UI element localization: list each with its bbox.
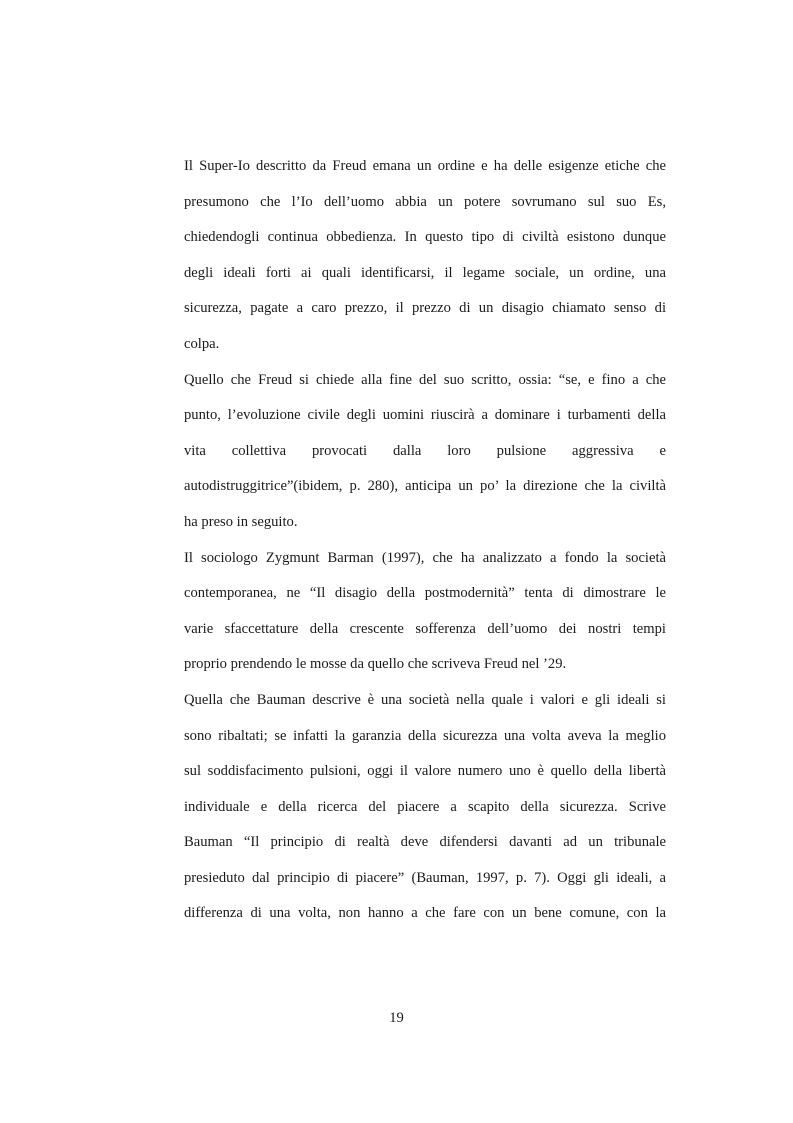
text-line: individuale e della ricerca del piacere a scapito della sicurezza. Scrive bbox=[184, 798, 666, 815]
text-line: chiedendogli continua obbedienza. In questo tipo di civiltà esistono dunque bbox=[184, 229, 666, 246]
page-number: 19 bbox=[389, 1010, 404, 1026]
text-line: Il Super-Io descritto da Freud emana un ordine e ha delle esigenze etiche che bbox=[184, 158, 666, 174]
text-line: proprio prendendo le mosse da quello che scriveva Freud nel ’29. bbox=[184, 656, 567, 673]
text-line: Il sociologo Zygmunt Barman (1997), che ha analizzato a fondo la società bbox=[184, 549, 666, 566]
text-line: sicurezza, pagate a caro prezzo, il prezzo di un disagio chiamato senso di bbox=[184, 300, 666, 317]
text-line: degli ideali forti ai quali identificarsi, il legame sociale, un ordine, una bbox=[184, 264, 666, 281]
text-line: contemporanea, ne “Il disagio della postmodernità” tenta di dimostrare le bbox=[184, 585, 666, 602]
body-text bbox=[184, 153, 666, 936]
text-line: autodistruggitrice”(ibidem, p. 280), anticipa un po’ la direzione che la civiltà bbox=[184, 478, 666, 495]
text-line: punto, l’evoluzione civile degli uomini riuscirà a dominare i turbamenti della bbox=[184, 407, 666, 424]
text-line: sono ribaltati; se infatti la garanzia della sicurezza una volta aveva la meglio bbox=[184, 727, 666, 744]
text-line: Quella che Bauman descrive è una società nella quale i valori e gli ideali si bbox=[184, 691, 666, 708]
text-line: varie sfaccettature della crescente sofferenza dell’uomo dei nostri tempi bbox=[184, 620, 666, 637]
text-line: vita collettiva provocati dalla loro pulsione aggressiva e bbox=[184, 442, 666, 459]
text-line: sul soddisfacimento pulsioni, oggi il valore numero uno è quello della libertà bbox=[184, 763, 666, 780]
text-line: presieduto dal principio di piacere” (Bauman, 1997, p. 7). Oggi gli ideali, a bbox=[184, 869, 666, 886]
text-line: Bauman “Il principio di realtà deve difendersi davanti ad un tribunale bbox=[184, 834, 666, 851]
text-line: differenza di una volta, non hanno a che fare con un bene comune, con la bbox=[184, 905, 666, 922]
text-line: colpa. bbox=[184, 335, 220, 352]
text-line: Quello che Freud si chiede alla fine del suo scritto, ossia: “se, e fino a che bbox=[184, 371, 666, 388]
text-line: presumono che l’Io dell’uomo abbia un potere sovrumano sul suo Es, bbox=[184, 193, 666, 210]
text-line: ha preso in seguito. bbox=[184, 513, 298, 530]
